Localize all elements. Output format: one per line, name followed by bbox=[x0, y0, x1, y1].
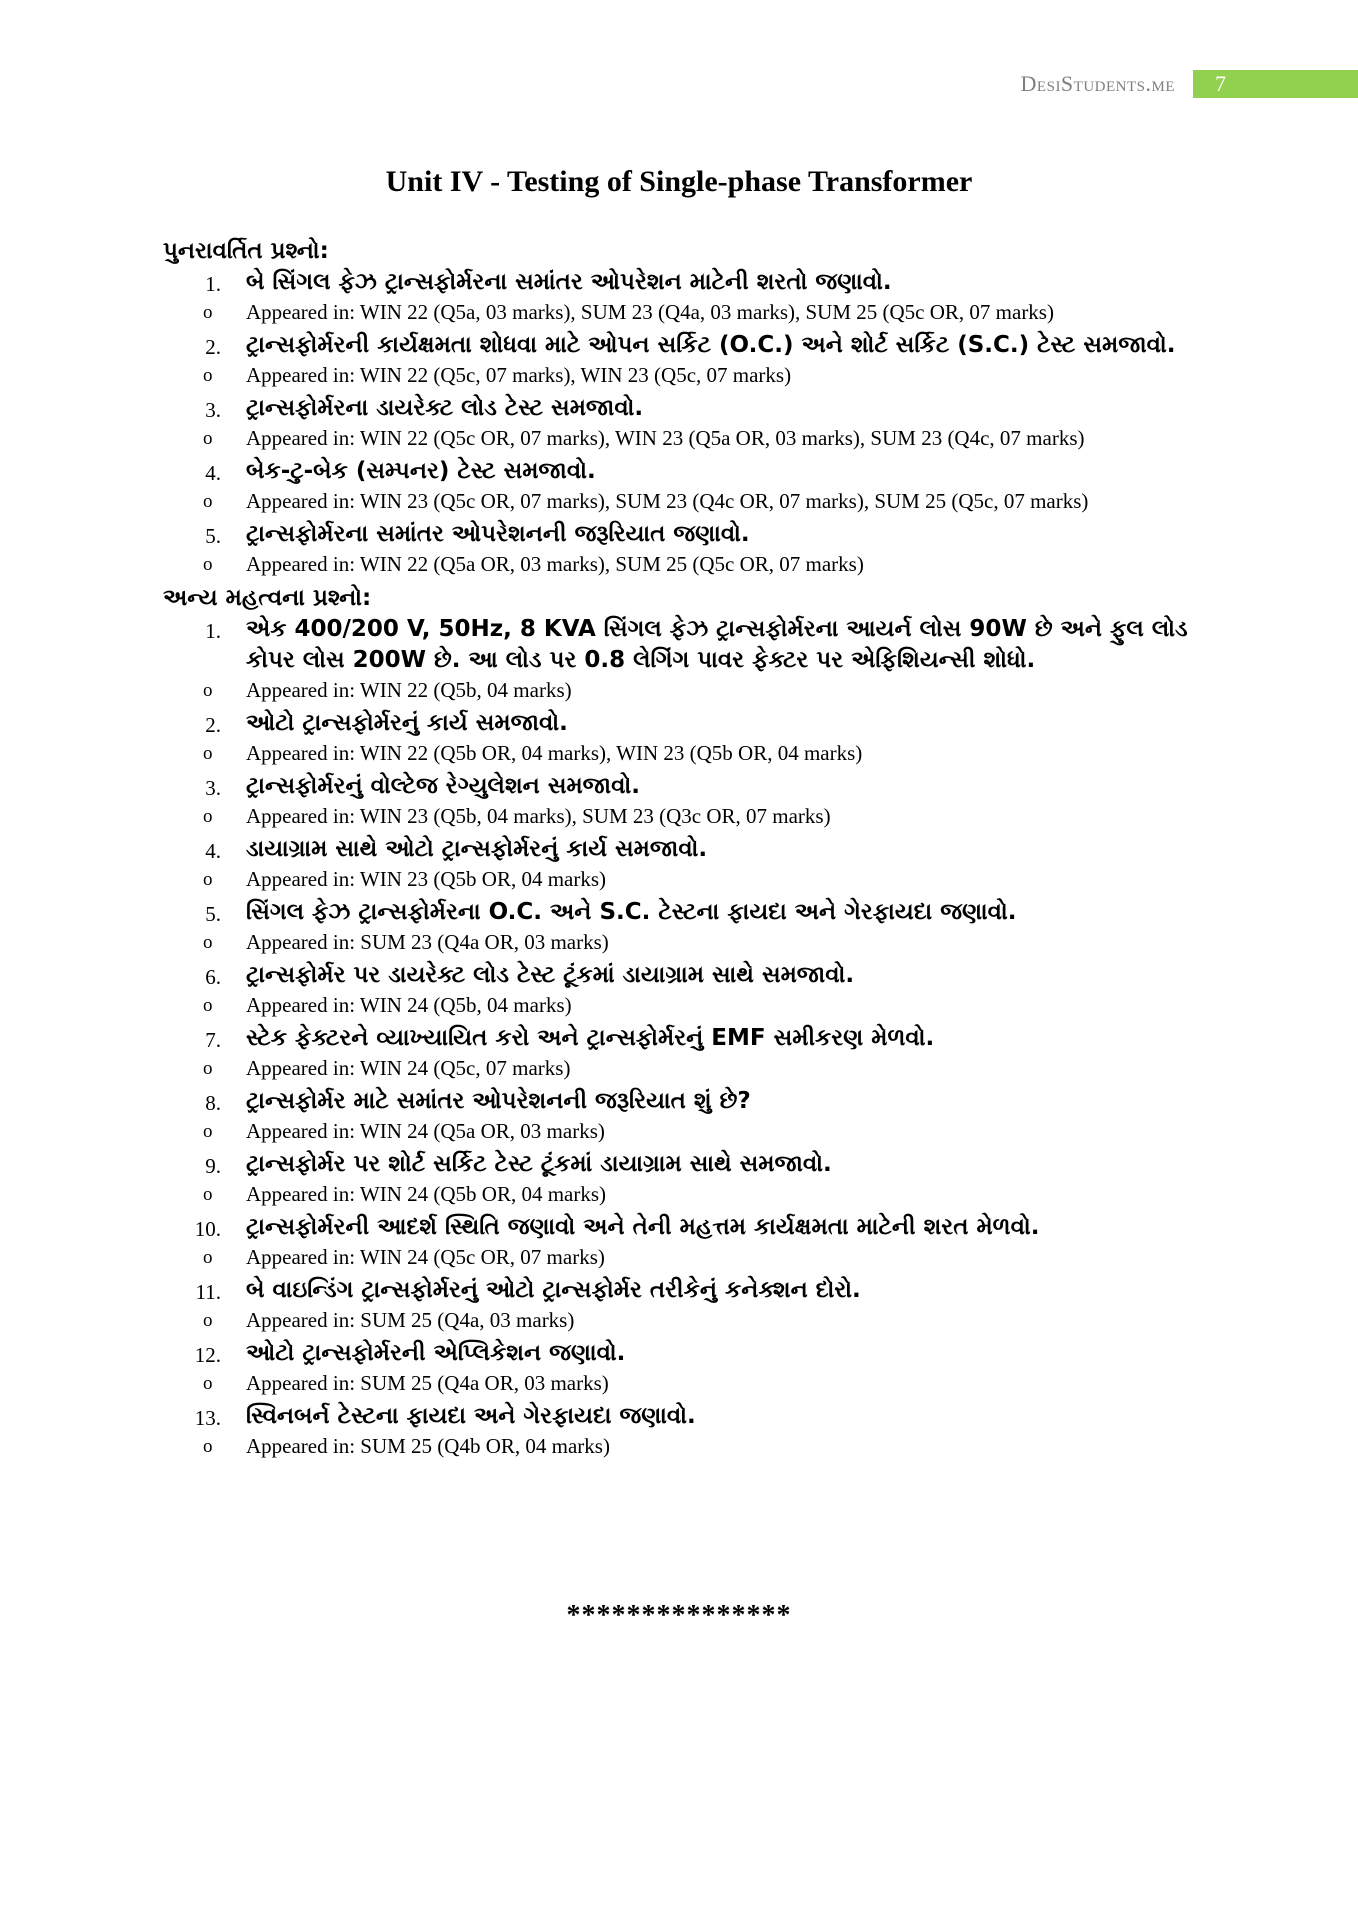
appeared-in: Appeared in: WIN 22 (Q5b OR, 04 marks), WIN 23 (Q5b OR, 04 marks) bbox=[246, 741, 863, 765]
page-title: Unit IV - Testing of Single-phase Transformer bbox=[385, 165, 973, 198]
appeared-in: Appeared in: WIN 23 (Q5b OR, 04 marks) bbox=[246, 867, 607, 891]
list-item bbox=[163, 1086, 1203, 1146]
list-item bbox=[163, 771, 1203, 831]
question-number: 6. bbox=[205, 965, 221, 989]
bullet-icon: o bbox=[203, 932, 213, 953]
appeared-in: Appeared in: WIN 22 (Q5c, 07 marks), WIN 23 (Q5c, 07 marks) bbox=[246, 363, 792, 387]
question-text: બે સિંગલ ફેઝ ટ્રાન્સફોર્મરના સમાંતર ઓપરેશન માટેની શરતો જણાવો. bbox=[246, 269, 892, 295]
list-item bbox=[163, 1275, 1203, 1335]
section-heading: અન્ય મહત્વના પ્રશ્નો: bbox=[163, 585, 372, 611]
appeared-in: Appeared in: SUM 25 (Q4b OR, 04 marks) bbox=[246, 1434, 610, 1458]
question-text: સ્ટેક ફેક્ટરને વ્યાખ્યાયિત કરો અને ટ્રાન્સફોર્મરનું EMF સમીકરણ મેળવો. bbox=[246, 1025, 935, 1051]
bullet-icon: o bbox=[203, 1121, 213, 1142]
appeared-in: Appeared in: WIN 24 (Q5b, 04 marks) bbox=[246, 993, 572, 1017]
list-item bbox=[163, 1212, 1203, 1272]
bullet-icon: o bbox=[203, 1247, 213, 1268]
question-text: ટ્રાન્સફોર્મર પર ડાયરેક્ટ લોડ ટેસ્ટ ટૂંકમાં ડાયાગ્રામ સાથે સમજાવો. bbox=[246, 962, 855, 988]
question-number: 1. bbox=[205, 272, 221, 296]
list-item bbox=[163, 960, 1203, 1020]
list-item bbox=[163, 708, 1203, 768]
appeared-in: Appeared in: WIN 22 (Q5a, 03 marks), SUM 23 (Q4a, 03 marks), SUM 25 (Q5c OR, 07 marks) bbox=[246, 300, 1054, 324]
question-number: 1. bbox=[205, 619, 221, 643]
list-item bbox=[163, 834, 1203, 894]
appeared-in: Appeared in: WIN 24 (Q5b OR, 04 marks) bbox=[246, 1182, 607, 1206]
bullet-icon: o bbox=[203, 743, 213, 764]
bullet-icon: o bbox=[203, 302, 213, 323]
question-number: 2. bbox=[205, 335, 221, 359]
question-list bbox=[163, 614, 1203, 1461]
bullet-icon: o bbox=[203, 1058, 213, 1079]
list-item bbox=[163, 1338, 1203, 1398]
bullet-icon: o bbox=[203, 428, 213, 449]
question-text: ટ્રાન્સફોર્મરની આદર્શ સ્થિતિ જણાવો અને તેની મહત્તમ કાર્યક્ષમતા માટેની શરત મેળવો. bbox=[246, 1214, 1040, 1240]
question-text: ટ્રાન્સફોર્મરનું વોલ્ટેજ રેગ્યુલેશન સમજાવો. bbox=[246, 773, 640, 799]
question-text: ઓટો ટ્રાન્સફોર્મરની એપ્લિકેશન જણાવો. bbox=[246, 1340, 626, 1366]
question-number: 3. bbox=[205, 776, 221, 800]
appeared-in: Appeared in: SUM 23 (Q4a OR, 03 marks) bbox=[246, 930, 609, 954]
question-number: 8. bbox=[205, 1091, 221, 1115]
section-heading: પુનરાવર્તિત પ્રશ્નો: bbox=[163, 238, 329, 264]
bullet-icon: o bbox=[203, 1184, 213, 1205]
question-text: ઓટો ટ્રાન્સફોર્મરનું કાર્ય સમજાવો. bbox=[246, 710, 568, 736]
question-text: ટ્રાન્સફોર્મરના સમાંતર ઓપરેશનની જરૂરિયાત જણાવો. bbox=[246, 521, 750, 547]
question-number: 7. bbox=[205, 1028, 221, 1052]
list-item bbox=[163, 519, 1203, 579]
appeared-in: Appeared in: WIN 24 (Q5a OR, 03 marks) bbox=[246, 1119, 605, 1143]
list-item bbox=[163, 1401, 1203, 1461]
bullet-icon: o bbox=[203, 554, 213, 575]
question-number: 11. bbox=[195, 1280, 221, 1304]
appeared-in: Appeared in: WIN 23 (Q5b, 04 marks), SUM 23 (Q3c OR, 07 marks) bbox=[246, 804, 831, 828]
bullet-icon: o bbox=[203, 365, 213, 386]
list-item bbox=[163, 393, 1203, 453]
question-number: 3. bbox=[205, 398, 221, 422]
question-number: 4. bbox=[205, 461, 221, 485]
list-item bbox=[163, 897, 1203, 957]
list-item bbox=[163, 267, 1203, 327]
appeared-in: Appeared in: SUM 25 (Q4a, 03 marks) bbox=[246, 1308, 575, 1332]
appeared-in: Appeared in: WIN 23 (Q5c OR, 07 marks), SUM 23 (Q4c OR, 07 marks), SUM 25 (Q5c, 07 marks) bbox=[246, 489, 1089, 513]
page-number: 7 bbox=[1193, 70, 1358, 98]
list-item bbox=[163, 1023, 1203, 1083]
question-number: 4. bbox=[205, 839, 221, 863]
site-name: DesiStudents.me bbox=[1020, 71, 1175, 96]
appeared-in: Appeared in: WIN 22 (Q5a OR, 03 marks), SUM 25 (Q5c OR, 07 marks) bbox=[246, 552, 864, 576]
list-item bbox=[163, 456, 1203, 516]
section-repeated-questions bbox=[163, 235, 1203, 579]
question-number: 5. bbox=[205, 902, 221, 926]
appeared-in: Appeared in: WIN 24 (Q5c, 07 marks) bbox=[246, 1056, 571, 1080]
bullet-icon: o bbox=[203, 806, 213, 827]
bullet-icon: o bbox=[203, 869, 213, 890]
question-number: 2. bbox=[205, 713, 221, 737]
question-number: 13. bbox=[194, 1406, 221, 1430]
end-separator: *************** bbox=[566, 1600, 792, 1631]
question-text: ટ્રાન્સફોર્મર પર શોર્ટ સર્કિટ ટેસ્ટ ટૂંકમાં ડાયાગ્રામ સાથે સમજાવો. bbox=[246, 1151, 832, 1177]
question-text: બે વાઇન્ડિંગ ટ્રાન્સફોર્મરનું ઓટો ટ્રાન્સફોર્મર તરીકેનું કનેક્શન દોરો. bbox=[246, 1277, 861, 1303]
question-list bbox=[163, 267, 1203, 579]
bullet-icon: o bbox=[203, 491, 213, 512]
question-text: ટ્રાન્સફોર્મર માટે સમાંતર ઓપરેશનની જરૂરિયાત શું છે? bbox=[246, 1088, 751, 1114]
question-text: એક 400/200 V, 50Hz, 8 KVA સિંગલ ફેઝ ટ્રાન્સફોર્મરના આયર્ન લોસ 90W છે અને ફુલ લોડ કોપર લોસ 200W છે. આ લોડ પર 0.8 લેગિંગ પાવર ફેક્ટર પર એફિશિયન્સી શોધો. bbox=[246, 616, 1188, 673]
question-number: 12. bbox=[194, 1343, 221, 1367]
question-text: ડાયાગ્રામ સાથે ઓટો ટ્રાન્સફોર્મરનું કાર્ય સમજાવો. bbox=[246, 836, 708, 862]
bullet-icon: o bbox=[203, 995, 213, 1016]
question-number: 5. bbox=[205, 524, 221, 548]
appeared-in: Appeared in: WIN 22 (Q5c OR, 07 marks), WIN 23 (Q5a OR, 03 marks), SUM 23 (Q4c, 07 marks) bbox=[246, 426, 1085, 450]
section-other-important-questions bbox=[163, 582, 1203, 1461]
appeared-in: Appeared in: WIN 22 (Q5b, 04 marks) bbox=[246, 678, 572, 702]
question-text: સ્વિનબર્ન ટેસ્ટના ફાયદા અને ગેરફાયદા જણાવો. bbox=[246, 1403, 696, 1429]
question-text: ટ્રાન્સફોર્મરની કાર્યક્ષમતા શોધવા માટે ઓપન સર્કિટ (O.C.) અને શોર્ટ સર્કિટ (S.C.) ટેસ્ટ સમજાવો. bbox=[246, 332, 1176, 358]
bullet-icon: o bbox=[203, 1436, 213, 1457]
list-item bbox=[163, 330, 1203, 390]
bullet-icon: o bbox=[203, 1373, 213, 1394]
page-header bbox=[1021, 70, 1358, 98]
list-item bbox=[163, 1149, 1203, 1209]
question-number: 10. bbox=[194, 1217, 221, 1241]
appeared-in: Appeared in: WIN 24 (Q5c OR, 07 marks) bbox=[246, 1245, 605, 1269]
question-text: સિંગલ ફેઝ ટ્રાન્સફોર્મરના O.C. અને S.C. ટેસ્ટના ફાયદા અને ગેરફાયદા જણાવો. bbox=[246, 899, 1017, 925]
appeared-in: Appeared in: SUM 25 (Q4a OR, 03 marks) bbox=[246, 1371, 609, 1395]
bullet-icon: o bbox=[203, 1310, 213, 1331]
bullet-icon: o bbox=[203, 680, 213, 701]
question-number: 9. bbox=[205, 1154, 221, 1178]
question-text: ટ્રાન્સફોર્મરના ડાયરેક્ટ લોડ ટેસ્ટ સમજાવો. bbox=[246, 395, 644, 421]
question-text: બેક-ટુ-બેક (સમ્પનર) ટેસ્ટ સમજાવો. bbox=[246, 458, 596, 484]
question-content bbox=[163, 235, 1203, 1464]
list-item bbox=[163, 614, 1203, 705]
